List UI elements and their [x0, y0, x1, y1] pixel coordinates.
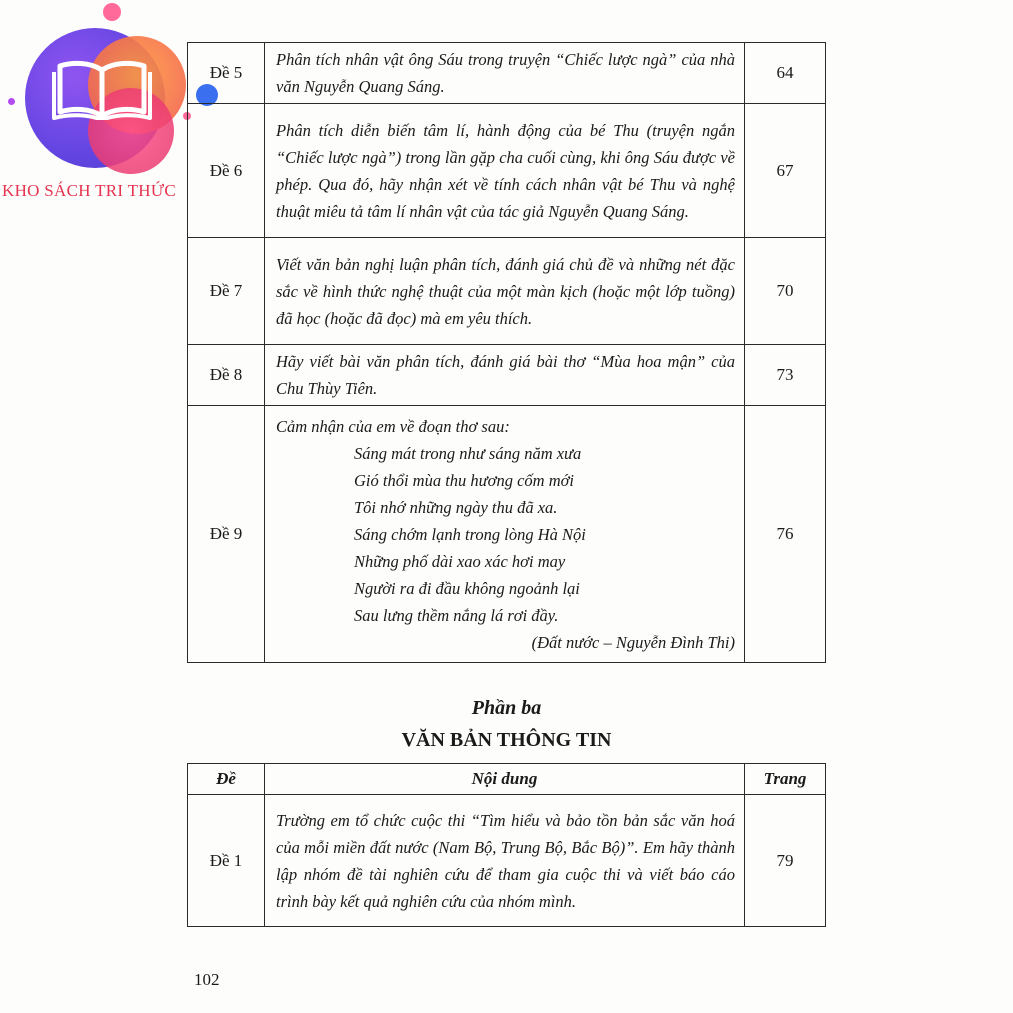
header-content: Nội dung	[265, 764, 745, 795]
page-ref: 67	[745, 104, 826, 238]
brand-name: KHO SÁCH TRI THỨC	[2, 181, 176, 200]
poem-line: Những phố dài xao xác hơi may	[354, 551, 566, 571]
page-ref: 73	[745, 345, 826, 406]
de-content: Viết văn bản nghị luận phân tích, đánh giá chủ đề và những nét đặc sắc về hình thức nghệ thuật của một màn kịch (hoặc một lớp tuồng) đã học (hoặc đã đọc) mà em yêu thích.	[265, 238, 745, 345]
de-label: Đề 8	[188, 345, 265, 406]
de-label: Đề 6	[188, 104, 265, 238]
table-row	[188, 795, 826, 927]
poem-line: Sáng chớm lạnh trong lòng Hà Nội	[354, 524, 586, 544]
header-de: Đề	[188, 764, 265, 795]
toc-table-continued	[187, 42, 826, 663]
table-row	[188, 406, 826, 663]
de-content: Trường em tổ chức cuộc thi “Tìm hiểu và bảo tồn bản sắc văn hoá của mỗi miền đất nước (Nam Bộ, Trung Bộ, Bắc Bộ)”. Em hãy thành lập nhóm đề tài nghiên cứu để tham gia cuộc thi và viết báo cáo trình bày kết quả nghiên cứu của nhóm mình.	[265, 795, 745, 927]
de-label: Đề 5	[188, 43, 265, 104]
de-content: Phân tích nhân vật ông Sáu trong truyện “Chiếc lược ngà” của nhà văn Nguyễn Quang Sáng.	[265, 43, 745, 104]
header-page: Trang	[745, 764, 826, 795]
poem-line: Sáng mát trong như sáng năm xưa	[354, 443, 582, 463]
page-ref: 64	[745, 43, 826, 104]
poem-line: Sau lưng thềm nắng lá rơi đầy.	[354, 605, 559, 625]
table-row	[188, 345, 826, 406]
poem-line: Người ra đi đầu không ngoảnh lại	[354, 578, 580, 598]
de-content	[265, 406, 745, 663]
page-ref: 76	[745, 406, 826, 663]
page-ref: 79	[745, 795, 826, 927]
page-number: 102	[194, 970, 220, 989]
table-row	[188, 238, 826, 345]
page-ref: 70	[745, 238, 826, 345]
table-header-row	[188, 764, 826, 795]
open-book-icon	[52, 58, 152, 120]
table-row	[188, 104, 826, 238]
de-label: Đề 7	[188, 238, 265, 345]
section-title: VĂN BẢN THÔNG TIN	[401, 729, 612, 751]
de-label: Đề 1	[188, 795, 265, 927]
poem-source: (Đất nước – Nguyễn Đình Thi)	[531, 632, 735, 652]
part-label: Phần ba	[471, 697, 542, 719]
de-content: Phân tích diễn biến tâm lí, hành động của bé Thu (truyện ngắn “Chiếc lược ngà”) trong lần gặp cha cuối cùng, khi ông Sáu được về phép. Qua đó, hãy nhận xét về tính cách nhân vật bé Thu và nghệ thuật miêu tả tâm lí nhân vật của tác giả Nguyễn Quang Sáng.	[265, 104, 745, 238]
table-row	[188, 43, 826, 104]
poem-line: Tôi nhớ những ngày thu đã xa.	[354, 497, 558, 517]
de-content: Hãy viết bài văn phân tích, đánh giá bài thơ “Mùa hoa mận” của Chu Thùy Tiên.	[265, 345, 745, 406]
de-intro: Cảm nhận của em về đoạn thơ sau:	[276, 416, 510, 436]
poem-line: Gió thổi mùa thu hương cốm mới	[354, 470, 575, 490]
toc-table-informational	[187, 763, 826, 927]
de-label: Đề 9	[188, 406, 265, 663]
